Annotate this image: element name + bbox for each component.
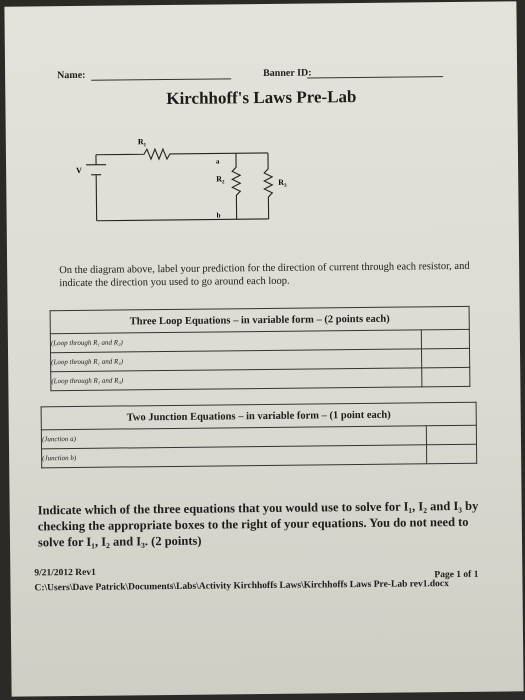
name-field-line bbox=[91, 78, 231, 80]
circuit-diagram bbox=[76, 129, 307, 241]
loop-row-label[interactable]: (Loop through R₂ and R₃) bbox=[51, 368, 422, 391]
name-label: Name: bbox=[57, 69, 86, 82]
node-b-label: b bbox=[216, 211, 221, 220]
worksheet-page bbox=[4, 1, 523, 696]
r1-label: $R_1$ bbox=[137, 137, 147, 149]
banner-id-field-line bbox=[307, 76, 443, 78]
file-path: C:\Users\Dave Patrick\Documents\Labs\Activity Kirchhoffs Laws\Kirchhoffs Laws Pre-Lab rev1.docx bbox=[34, 579, 449, 594]
banner-id-label: Banner ID: bbox=[263, 67, 312, 79]
loop-equations-table bbox=[50, 306, 471, 391]
junction-row-label[interactable]: (Junction b) bbox=[42, 445, 427, 468]
table-row bbox=[51, 367, 470, 390]
loop-row-label[interactable]: (Loop through R₁ and R₂) bbox=[50, 330, 421, 353]
checkbox-cell[interactable] bbox=[422, 348, 470, 368]
junction-equations-table bbox=[41, 402, 478, 469]
indicate-instructions: Indicate which of the three equations that you would use to solve for I₁, I₂ and I₃ by checking the appropriate boxes to the right of your equations. You do not need to solve for I₁, I₂ and I₃. (2 points) bbox=[37, 498, 479, 550]
checkbox-cell[interactable] bbox=[421, 329, 469, 349]
checkbox-cell[interactable] bbox=[427, 444, 477, 464]
revision-date: 9/21/2012 Rev1 bbox=[34, 567, 96, 579]
checkbox-cell[interactable] bbox=[426, 425, 476, 445]
junction-row-label[interactable]: (Junction a) bbox=[41, 426, 426, 449]
voltage-label: V bbox=[76, 165, 82, 175]
page-title: Kirchhoff's Laws Pre-Lab bbox=[166, 87, 357, 109]
loop-row-label[interactable]: (Loop through R₁ and R₃) bbox=[51, 349, 422, 372]
r3-label: $R_3$ bbox=[278, 177, 287, 189]
r2-label: $R_2$ bbox=[216, 174, 225, 186]
loop-table-heading: Three Loop Equations – in variable form – (2 points each) bbox=[50, 306, 469, 333]
checkbox-cell[interactable] bbox=[422, 367, 470, 387]
page-number: Page 1 of 1 bbox=[434, 569, 479, 581]
table-row bbox=[42, 444, 477, 468]
node-a-label: a bbox=[215, 157, 220, 166]
instructions-text: On the diagram above, label your prediction for the direction of current through each resistor, and indicate the direction you used to go around each loop. bbox=[59, 260, 470, 290]
junction-table-heading: Two Junction Equations – in variable form – (1 point each) bbox=[41, 402, 476, 430]
